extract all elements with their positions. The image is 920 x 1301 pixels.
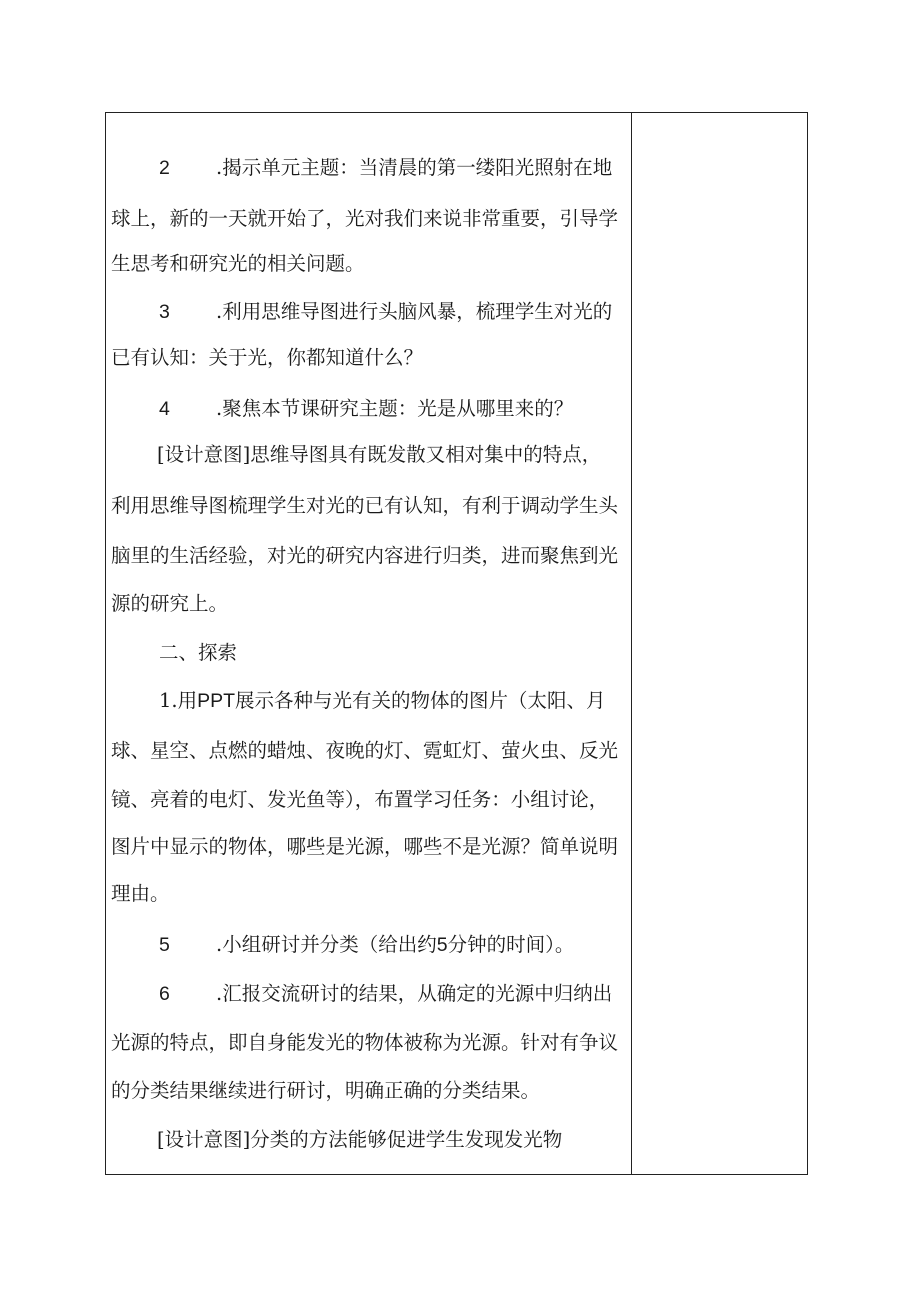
item-2-line-1 <box>159 156 612 180</box>
item-5-text-b: 分钟的时间）。 <box>447 933 575 956</box>
item-2-number: 2 <box>159 157 170 179</box>
item-6-line-1 <box>159 982 612 1006</box>
item-6-number: 6 <box>159 983 170 1005</box>
item-4-text: .聚焦本节课研究主题：光是从哪里来的？ <box>216 397 574 420</box>
item-3-text: .利用思维导图进行头脑风暴，梳理学生对光的 <box>216 300 613 323</box>
explore-item-1-ppt: PPT <box>197 690 236 712</box>
explore-item-1-text: 展示各种与光有关的物体的图片（太阳、月 <box>235 689 606 712</box>
item-5-minutes: 5 <box>436 934 448 956</box>
item-2-line-3: 生思考和研究光的相关问题。 <box>111 252 365 275</box>
item-3-number: 3 <box>159 301 170 323</box>
item-2-line-2: 球上，新的一天就开始了，光对我们来说非常重要，引导学 <box>111 207 619 230</box>
lesson-plan-table <box>105 112 808 1175</box>
explore-item-1-line-1 <box>159 689 606 713</box>
design-intent-1-line-1: [设计意图]思维导图具有既发散又相对集中的特点， <box>157 443 602 466</box>
item-2-text: .揭示单元主题：当清晨的第一缕阳光照射在地 <box>216 156 613 179</box>
explore-item-1-prefix: 1.用 <box>159 689 198 712</box>
design-intent-1-line-2: 利用思维导图梳理学生对光的已有认知，有利于调动学生头 <box>111 494 619 517</box>
item-5-text-a: .小组研讨并分类（给出约 <box>216 933 437 956</box>
item-5-number: 5 <box>159 934 170 956</box>
item-3-line-2: 已有认知：关于光，你都知道什么？ <box>111 346 424 369</box>
item-6-line-2: 光源的特点，即自身能发光的物体被称为光源。针对有争议 <box>111 1031 619 1054</box>
column-divider <box>631 113 632 1174</box>
item-4-number: 4 <box>159 398 170 420</box>
section-heading-explore: 二、探索 <box>159 641 238 664</box>
item-5-line-1 <box>159 933 574 957</box>
item-4-line-1 <box>159 397 573 421</box>
item-6-text: .汇报交流研讨的结果，从确定的光源中归纳出 <box>216 982 613 1005</box>
explore-item-1-line-2: 球、星空、点燃的蜡烛、夜晚的灯、霓虹灯、萤火虫、反光 <box>111 739 619 762</box>
design-intent-1-line-4: 源的研究上。 <box>111 592 229 615</box>
explore-item-1-line-3: 镜、亮着的电灯、发光鱼等），布置学习任务：小组讨论， <box>111 788 609 811</box>
item-6-line-3: 的分类结果继续进行研讨，明确正确的分类结果。 <box>111 1079 541 1102</box>
explore-item-1-line-4: 图片中显示的物体，哪些是光源，哪些不是光源？简单说明 <box>111 835 619 858</box>
item-3-line-1 <box>159 300 612 324</box>
design-intent-2-line-1: [设计意图]分类的方法能够促进学生发现发光物 <box>157 1128 563 1151</box>
explore-item-1-line-5: 理由。 <box>111 882 170 905</box>
design-intent-1-line-3: 脑里的生活经验，对光的研究内容进行归类，进而聚焦到光 <box>111 544 619 567</box>
notes-column <box>633 113 807 1174</box>
